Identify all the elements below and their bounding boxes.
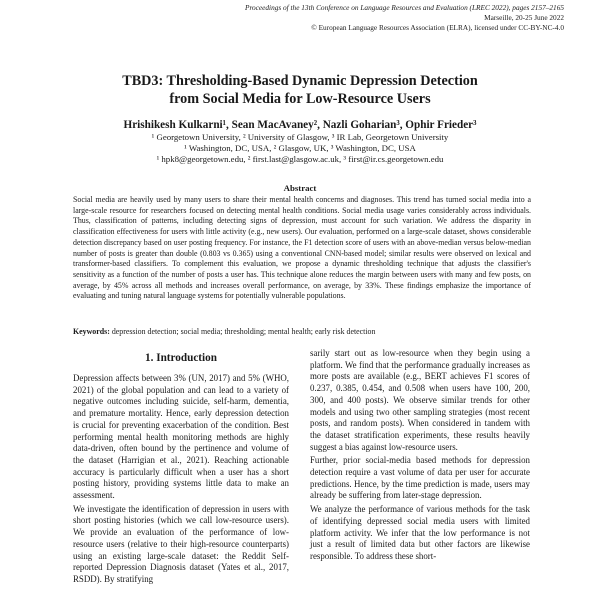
author-list: Hrishikesh Kulkarni¹, Sean MacAvaney², Nazli Goharian³, Ophir Frieder³	[123, 119, 477, 131]
paragraph: sarily start out as low-resource when they begin using a platform. We find that the performance gradually increases as more posts are available (e.g., BERT achieves F1 scores of 0.237, 0.385, 0.454, and 0.508 when users have 100, 200, 300, and 400 posts). We observe similar trends for other models and using two other sampling strategies (most recent posts, and random posts). When considered in tandem with the dataset stratification experiments, these results heavily suggest a bias against low-resource users.	[310, 348, 530, 452]
abstract-body: Social media are heavily used by many users to share their mental health concerns and diagnoses. This trend has turned social media into a large-scale resource for researchers focused on detecting mental health conditions. Social media usage varies considerably across individuals. Thus, classification of patterns, including detecting signs of depression, must account for such variation. We address the disparity in classification effectiveness for users with little activity (e.g., new users). Our evaluation, performed on a large-scale dataset, shows considerable detection discrepancy based on user posting frequency. For instance, the F1 detection score of users with an above-median versus below-median number of posts is greater than double (0.803 vs 0.365) using a conventional CNN-based model; similar results were observed on lexical and transformer-based classifiers. To complement this evaluation, we propose a dynamic thresholding technique that adjusts the classifier's sensitivity as a function of the number of posts a user has. This technique alone reduces the margin between users with many and few posts, on average, by 45% across all methods and increases overall performance, on average, by 33%. These findings emphasize the importance of evaluating and tuning natural language systems for potentially vulnerable populations.	[73, 195, 531, 301]
license-line: © European Language Resources Association (ELRA), licensed under CC-BY-NC-4.0	[311, 23, 564, 33]
paper-title	[0, 72, 600, 108]
paragraph: Further, prior social-media based methods for depression detection require a vast volume of data per user for accurate predictions. Hence, by the time prediction is made, users may already be suffering from later-stage depression.	[310, 455, 530, 501]
conference-line: Proceedings of the 13th Conference on Language Resources and Evaluation (LREC 2022), pages 2157–2165	[245, 3, 564, 12]
affiliations	[0, 132, 600, 165]
keywords-text: depression detection; social media; thresholding; mental health; early risk detection	[111, 327, 376, 336]
section-heading: 1. Introduction	[145, 352, 217, 364]
keywords	[73, 327, 531, 338]
right-column	[310, 348, 530, 565]
abstract-heading: Abstract	[283, 183, 317, 193]
title-line-1: TBD3: Thresholding-Based Dynamic Depression Detection	[122, 73, 478, 89]
paragraph: We investigate the identification of depression in users with short posting histories (which we call low-resource users). We provide an evaluation of the performance of low-resource users (relative to their high-resource counterparts) using an existing large-scale dataset: the Reddit Self-reported Depression Diagnosis dataset (Yates et al., 2017, RSDD). By stratifying	[73, 503, 289, 584]
keywords-label: Keywords:	[73, 327, 110, 336]
affiliation-line: ¹ hpk8@georgetown.edu, ² first.last@glasgow.ac.uk, ³ first@ir.cs.georgetown.edu	[156, 154, 444, 164]
location-line: Marseille, 20-25 June 2022	[484, 13, 564, 23]
paragraph: Depression affects between 3% (UN, 2017) and 5% (WHO, 2021) of the global population and can lead to a variety of negative outcomes including suicide, self-harm, dementia, and premature mortality. Hence, early depression detection is crucial for preventing exacerbation of the condition. Best performing mental health monitoring methods are highly data-driven, often bound by the pertinence and volume of the dataset (Harrigian et al., 2021). Reaching actionable accuracy is particularly difficult when a user has a short posting history, providing systems little data to make an assessment.	[73, 373, 289, 501]
paragraph: We analyze the performance of various methods for the task of identifying depressed social media users with limited platform activity. We infer that the low performance is not just a result of limited data but other factors are likewise responsible. To address these short-	[310, 504, 530, 561]
page-header	[245, 3, 564, 34]
affiliation-line: ¹ Georgetown University, ² University of Glasgow, ³ IR Lab, Georgetown University	[151, 132, 449, 142]
left-column	[73, 373, 289, 588]
affiliation-line: ¹ Washington, DC, USA, ² Glasgow, UK, ³ Washington, DC, USA	[184, 143, 416, 153]
title-line-2: from Social Media for Low-Resource Users	[169, 91, 431, 107]
